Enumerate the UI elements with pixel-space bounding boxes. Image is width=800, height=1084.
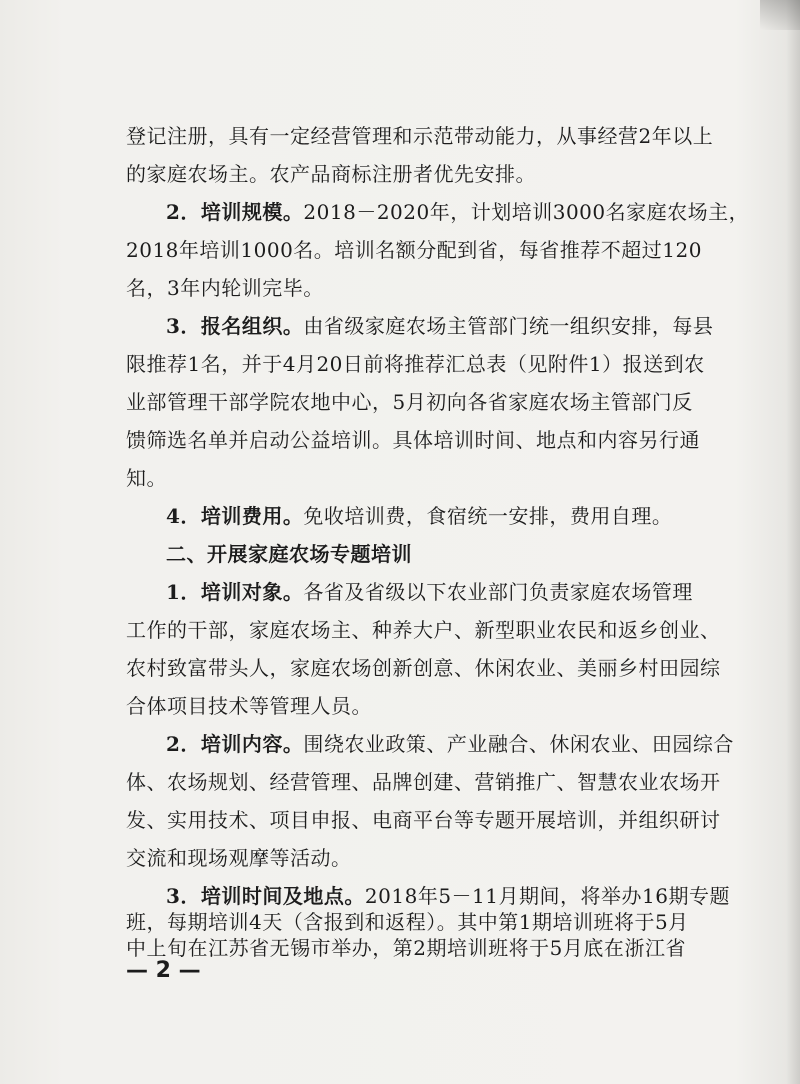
item-label: 3．培训时间及地点。 (166, 884, 365, 908)
text-run: 各省及省级以下农业部门负责家庭农场管理 (303, 580, 693, 604)
item-label: 2．培训内容。 (166, 732, 304, 756)
item-label: 2．培训规模。 (166, 200, 304, 224)
item-label: 3．报名组织。 (166, 314, 304, 338)
text-line: 登记注册，具有一定经营管理和示范带动能力，从事经营2年以上 (126, 124, 714, 148)
text-run: 免收培训费，食宿统一安排，费用自理。 (303, 504, 673, 528)
paragraph-training-target (166, 580, 693, 604)
text-line: 中上旬在江苏省无锡市举办，第2期培训班将于5月底在浙江省 (126, 936, 686, 960)
paragraph-training-scale (166, 200, 750, 224)
text-line: 限推荐1名，并于4月20日前将推荐汇总表（见附件1）报送到农 (126, 352, 705, 376)
text-line: 发、实用技术、项目申报、电商平台等专题开展培训，并组织研讨 (126, 808, 721, 832)
text-run: 围绕农业政策、产业融合、休闲农业、田园综合 (303, 732, 734, 756)
paragraph-time-and-place (166, 884, 730, 908)
page-edge-shadow (786, 0, 800, 1084)
paragraph-training-content (166, 732, 734, 756)
text-run: 由省级家庭农场主管部门统一组织安排，每县 (303, 314, 714, 338)
item-label: 1．培训对象。 (166, 580, 304, 604)
text-line: 馈筛选名单并启动公益培训。具体培训时间、地点和内容另行通 (126, 428, 700, 452)
text-line: 业部管理干部学院农地中心，5月初向各省家庭农场主管部门反 (126, 390, 693, 414)
text-line: 2018年培训1000名。培训名额分配到省，每省推荐不超过120 (126, 238, 702, 262)
text-run: 2018年5－11月期间，将举办16期专题 (364, 884, 730, 908)
text-line: 工作的干部，家庭农场主、种养大户、新型职业农民和返乡创业、 (126, 618, 721, 642)
item-label: 4．培训费用。 (166, 504, 304, 528)
text-line: 班，每期培训4天（含报到和返程）。其中第1期培训班将于5月 (126, 910, 689, 934)
page-number: — 2 — (126, 958, 201, 983)
page-corner-shadow (760, 0, 800, 30)
text-line: 的家庭农场主。农产品商标注册者优先安排。 (126, 162, 536, 186)
text-run: 2018－2020年，计划培训3000名家庭农场主， (303, 200, 750, 224)
text-line: 体、农场规划、经营管理、品牌创建、营销推广、智慧农业农场开 (126, 770, 721, 794)
section-heading: 二、开展家庭农场专题培训 (166, 542, 412, 566)
paragraph-signup-organization (166, 314, 714, 338)
text-line: 名，3年内轮训完毕。 (126, 276, 324, 300)
text-line: 交流和现场观摩等活动。 (126, 846, 352, 870)
text-line: 合体项目技术等管理人员。 (126, 694, 372, 718)
text-line: 知。 (126, 466, 167, 490)
paragraph-training-fee (166, 504, 672, 528)
text-line: 农村致富带头人，家庭农场创新创意、休闲农业、美丽乡村田园综 (126, 656, 721, 680)
